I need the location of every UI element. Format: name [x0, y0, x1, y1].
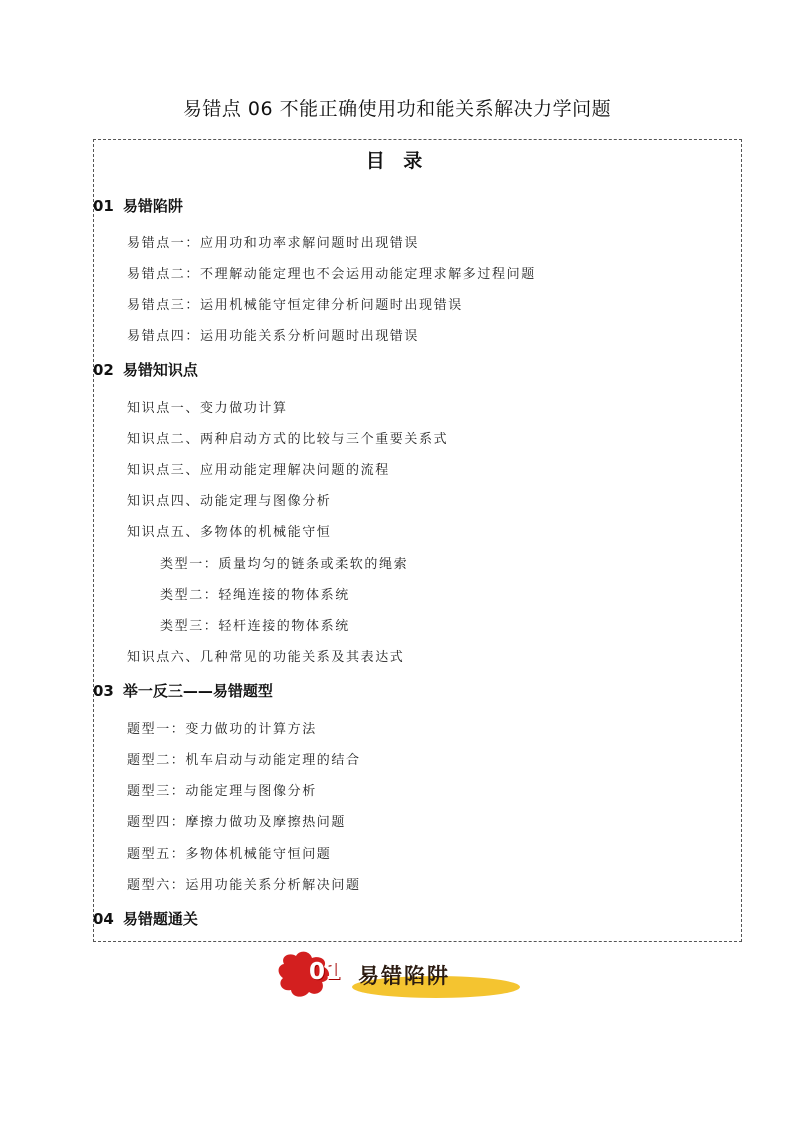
toc-item[interactable]: 易错点三：运用机械能守恒定律分析问题时出现错误	[127, 298, 463, 313]
toc-section-01[interactable]	[93, 195, 183, 216]
section-title: 易错陷阱	[122, 197, 183, 215]
section-title: 易错题通关	[122, 910, 198, 928]
section-banner	[276, 950, 521, 1000]
toc-subitem[interactable]: 类型二：轻绳连接的物体系统	[160, 588, 350, 603]
section-title: 易错知识点	[122, 361, 198, 379]
section-number: 03	[93, 682, 114, 700]
toc-item[interactable]: 题型二：机车启动与动能定理的结合	[127, 753, 361, 768]
document-title: 易错点 06 不能正确使用功和能关系解决力学问题	[182, 98, 612, 120]
toc-section-03[interactable]	[93, 680, 273, 701]
section-number: 04	[93, 910, 114, 928]
toc-item[interactable]: 知识点三、应用动能定理解决问题的流程	[127, 463, 390, 478]
banner-title: 易错陷阱	[358, 964, 450, 988]
toc-item[interactable]: 知识点二、两种启动方式的比较与三个重要关系式	[127, 432, 449, 447]
toc-heading: 目 录	[365, 150, 429, 172]
toc-item[interactable]: 知识点五、多物体的机械能守恒	[127, 525, 332, 540]
toc-item[interactable]: 题型五：多物体机械能守恒问题	[127, 847, 332, 862]
toc-item[interactable]: 易错点四：运用功能关系分析问题时出现错误	[127, 329, 420, 344]
toc-item[interactable]: 易错点一：应用功和功率求解问题时出现错误	[127, 236, 420, 251]
section-title: 举一反三——易错题型	[122, 682, 273, 700]
toc-item[interactable]: 知识点四、动能定理与图像分析	[127, 494, 332, 509]
toc-item[interactable]: 题型三：动能定理与图像分析	[127, 784, 317, 799]
section-number: 01	[93, 197, 114, 215]
toc-item[interactable]: 题型一：变力做功的计算方法	[127, 722, 317, 737]
toc-subitem[interactable]: 类型一：质量均匀的链条或柔软的绳索	[160, 557, 409, 572]
toc-item[interactable]: 知识点一、变力做功计算	[127, 401, 288, 416]
toc-item[interactable]: 题型四：摩擦力做功及摩擦热问题	[127, 815, 347, 830]
toc-section-04[interactable]	[93, 908, 198, 929]
section-number: 02	[93, 361, 114, 379]
toc-item[interactable]: 题型六：运用功能关系分析解决问题	[127, 878, 361, 893]
banner-number: 01	[309, 959, 342, 985]
toc-section-02[interactable]	[93, 359, 198, 380]
toc-item[interactable]: 知识点六、几种常见的功能关系及其表达式	[127, 650, 405, 665]
toc-item[interactable]: 易错点二：不理解动能定理也不会运用动能定理求解多过程问题	[127, 267, 536, 282]
toc-subitem[interactable]: 类型三：轻杆连接的物体系统	[160, 619, 350, 634]
